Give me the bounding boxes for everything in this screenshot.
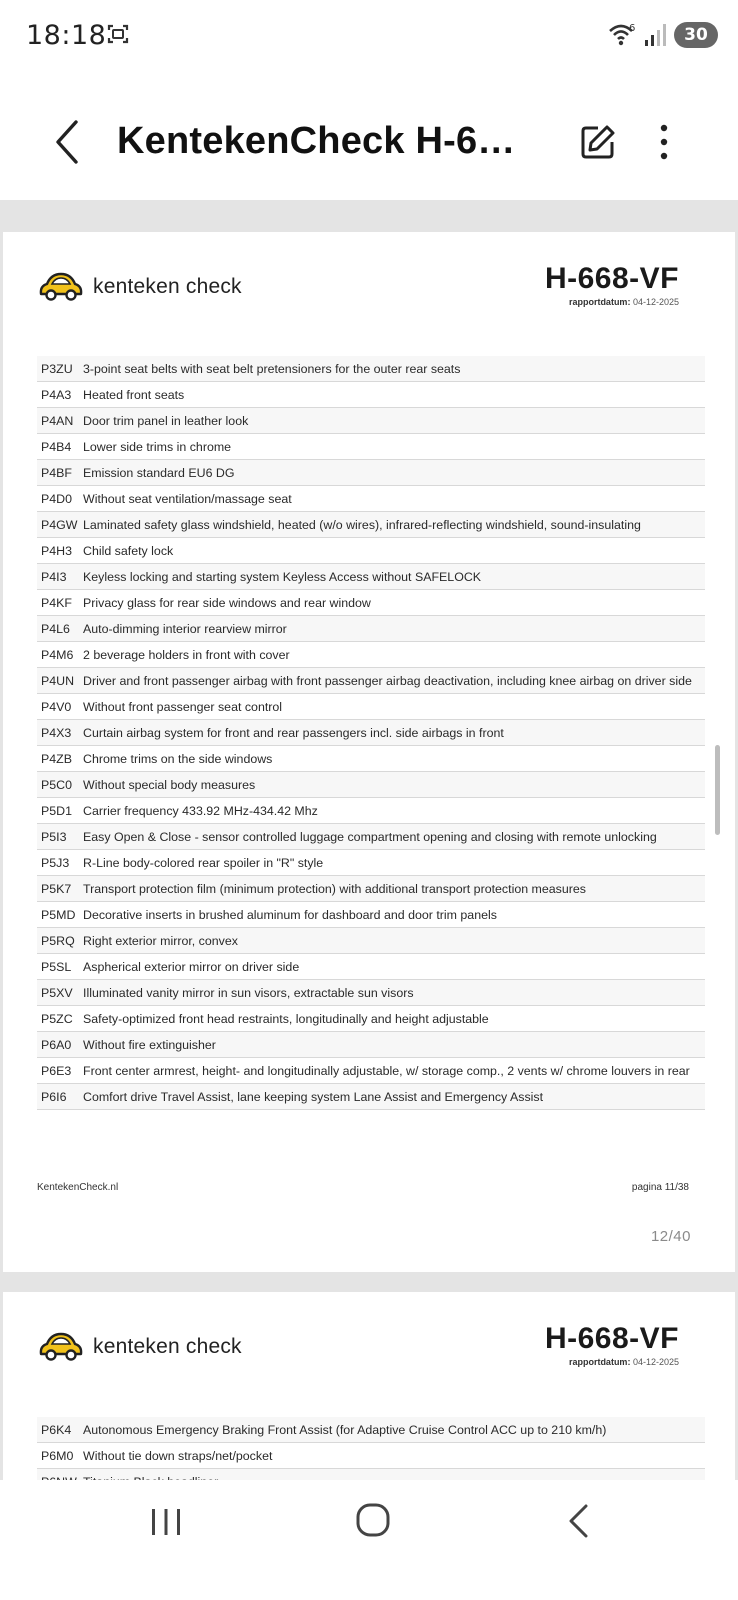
option-code: P5C0 [41, 778, 72, 792]
option-code: P4M6 [41, 648, 74, 662]
option-code: P4H3 [41, 544, 72, 558]
status-time: 18:18 [26, 20, 107, 51]
footer-site: KentekenCheck.nl [37, 1182, 119, 1193]
option-code: P5XV [41, 986, 73, 1000]
navigation-bar [0, 1480, 738, 1600]
viewer-page-counter: 12/40 [650, 1228, 691, 1245]
table-row [37, 590, 705, 616]
status-right [608, 20, 718, 50]
table-row [37, 1443, 705, 1469]
pdf-page [3, 1292, 735, 1510]
pdf-page [3, 232, 735, 1272]
option-code: P5SL [41, 960, 72, 974]
logo [37, 270, 242, 304]
option-code: P5I3 [41, 830, 67, 844]
option-code: P3ZU [41, 362, 73, 376]
report-date-value: 04-12-2025 [632, 1357, 679, 1367]
table-row [37, 538, 705, 564]
option-description: R-Line body-colored rear spoiler in "R" style [83, 856, 324, 870]
table-row [37, 1006, 705, 1032]
option-description: Child safety lock [83, 544, 174, 558]
option-code: P4UN [41, 674, 75, 688]
footer-page: pagina 11/38 [631, 1182, 689, 1193]
table-row [37, 720, 705, 746]
option-code: P4AN [41, 414, 74, 428]
option-description: Lower side trims in chrome [83, 440, 232, 454]
table-row [37, 928, 705, 954]
option-code: P4B4 [41, 440, 72, 454]
option-code: P5K7 [41, 882, 72, 896]
table-row [37, 382, 705, 408]
table-row [37, 1417, 705, 1443]
table-row [37, 356, 705, 382]
option-description: Keyless locking and starting system Keyless Access without SAFELOCK [83, 570, 482, 584]
table-row [37, 876, 705, 902]
table-row [37, 616, 705, 642]
table-row [37, 1032, 705, 1058]
option-code: P4L6 [41, 622, 70, 636]
license-plate: H-668-VF [544, 262, 679, 295]
table-row [37, 746, 705, 772]
option-description: Autonomous Emergency Braking Front Assist (for Adaptive Cruise Control ACC up to 210 km/h) [83, 1423, 607, 1437]
option-code: P6E3 [41, 1064, 72, 1078]
document-title: KentekenCheck H-6… [117, 120, 516, 162]
option-description: 3-point seat belts with seat belt pretensioners for the outer rear seats [83, 362, 461, 376]
option-code: P5MD [41, 908, 76, 922]
table-row [37, 460, 705, 486]
option-code: P4V0 [41, 700, 72, 714]
options-table [37, 356, 705, 1110]
table-row [37, 642, 705, 668]
option-description: Without seat ventilation/massage seat [83, 492, 292, 506]
table-row [37, 850, 705, 876]
logo-text: kenteken check [93, 1335, 242, 1358]
battery-indicator: 30 [674, 22, 718, 48]
option-description: Decorative inserts in brushed aluminum for dashboard and door trim panels [83, 908, 497, 922]
option-code: P5J3 [41, 856, 70, 870]
screenshot-icon [106, 22, 130, 46]
option-description: Door trim panel in leather look [83, 414, 249, 428]
status-bar [0, 0, 738, 70]
option-description: Front center armrest, height- and longitudinally adjustable, w/ storage comp., 2 vents w/ chrome louvers in rear [83, 1064, 690, 1078]
option-description: Driver and front passenger airbag with front passenger airbag deactivation, including knee airbag on driver side [83, 674, 692, 688]
option-code: P6I6 [41, 1090, 67, 1104]
plate-block [545, 262, 679, 307]
table-row [37, 980, 705, 1006]
option-code: P4ZB [41, 752, 72, 766]
scrollbar-thumb[interactable] [715, 745, 720, 835]
option-description: Carrier frequency 433.92 MHz-434.42 Mhz [83, 804, 318, 818]
report-date-label: rapportdatum: [568, 297, 631, 307]
plate-block [545, 1322, 679, 1367]
nav-back-icon[interactable] [565, 1502, 591, 1540]
table-row [37, 954, 705, 980]
option-description: Easy Open & Close - sensor controlled luggage compartment opening and closing with remote unlocking [83, 830, 657, 844]
table-row [37, 694, 705, 720]
table-row [37, 772, 705, 798]
table-row [37, 486, 705, 512]
report-date-label: rapportdatum: [568, 1357, 631, 1367]
signal-icon [644, 22, 668, 48]
option-description: Emission standard EU6 DG [83, 466, 235, 480]
option-description: Without tie down straps/net/pocket [83, 1449, 273, 1463]
option-code: P6M0 [41, 1449, 74, 1463]
option-description: Auto-dimming interior rearview mirror [83, 622, 287, 636]
option-description: Illuminated vanity mirror in sun visors, extractable sun visors [83, 986, 414, 1000]
table-row [37, 434, 705, 460]
option-description: Without front passenger seat control [83, 700, 283, 714]
option-code: P5ZC [41, 1012, 73, 1026]
option-description: Aspherical exterior mirror on driver side [83, 960, 300, 974]
table-row [37, 798, 705, 824]
option-description: Without special body measures [83, 778, 256, 792]
option-description: Chrome trims on the side windows [83, 752, 273, 766]
home-icon[interactable] [355, 1502, 391, 1538]
recents-icon[interactable] [148, 1505, 184, 1539]
option-code: P4I3 [41, 570, 67, 584]
option-description: 2 beverage holders in front with cover [83, 648, 290, 662]
option-code: P4GW [41, 518, 78, 532]
table-row [37, 408, 705, 434]
pdf-viewer[interactable] [0, 200, 738, 1510]
license-plate: H-668-VF [544, 1322, 679, 1355]
option-code: P4X3 [41, 726, 72, 740]
option-code: P5RQ [41, 934, 75, 948]
table-row [37, 564, 705, 590]
option-code: P4A3 [41, 388, 72, 402]
table-row [37, 824, 705, 850]
option-description: Curtain airbag system for front and rear passengers incl. side airbags in front [83, 726, 504, 740]
logo-text: kenteken check [93, 275, 242, 298]
car-logo-icon [37, 1330, 85, 1364]
option-description: Heated front seats [83, 388, 185, 402]
table-row [37, 1084, 705, 1110]
logo [37, 1330, 242, 1364]
option-code: P6A0 [41, 1038, 72, 1052]
option-description: Safety-optimized front head restraints, longitudinally and height adjustable [83, 1012, 489, 1026]
car-logo-icon [37, 270, 85, 304]
option-description: Laminated safety glass windshield, heated (w/o wires), infrared-reflecting windshield, sound-insulating [83, 518, 641, 532]
option-code: P4KF [41, 596, 72, 610]
option-code: P6K4 [41, 1423, 72, 1437]
report-date [545, 1357, 679, 1367]
table-row [37, 1058, 705, 1084]
wifi-icon [608, 22, 638, 48]
option-description: Right exterior mirror, convex [83, 934, 238, 948]
report-date [545, 297, 679, 307]
app-bar [0, 70, 738, 215]
wifi-badge: 6 [629, 23, 636, 34]
report-date-value: 04-12-2025 [632, 297, 679, 307]
option-code: P5D1 [41, 804, 72, 818]
option-description: Privacy glass for rear side windows and rear window [83, 596, 371, 610]
table-row [37, 902, 705, 928]
chevron-left-icon[interactable] [48, 116, 88, 168]
option-description: Transport protection film (minimum protection) with additional transport protection measures [83, 882, 586, 896]
more-vertical-icon[interactable] [654, 122, 674, 162]
option-code: P4D0 [41, 492, 72, 506]
option-code: P4BF [41, 466, 72, 480]
table-row [37, 512, 705, 538]
table-row [37, 668, 705, 694]
option-description: Comfort drive Travel Assist, lane keeping system Lane Assist and Emergency Assist [83, 1090, 544, 1104]
option-description: Without fire extinguisher [83, 1038, 216, 1052]
edit-icon[interactable] [578, 122, 618, 162]
